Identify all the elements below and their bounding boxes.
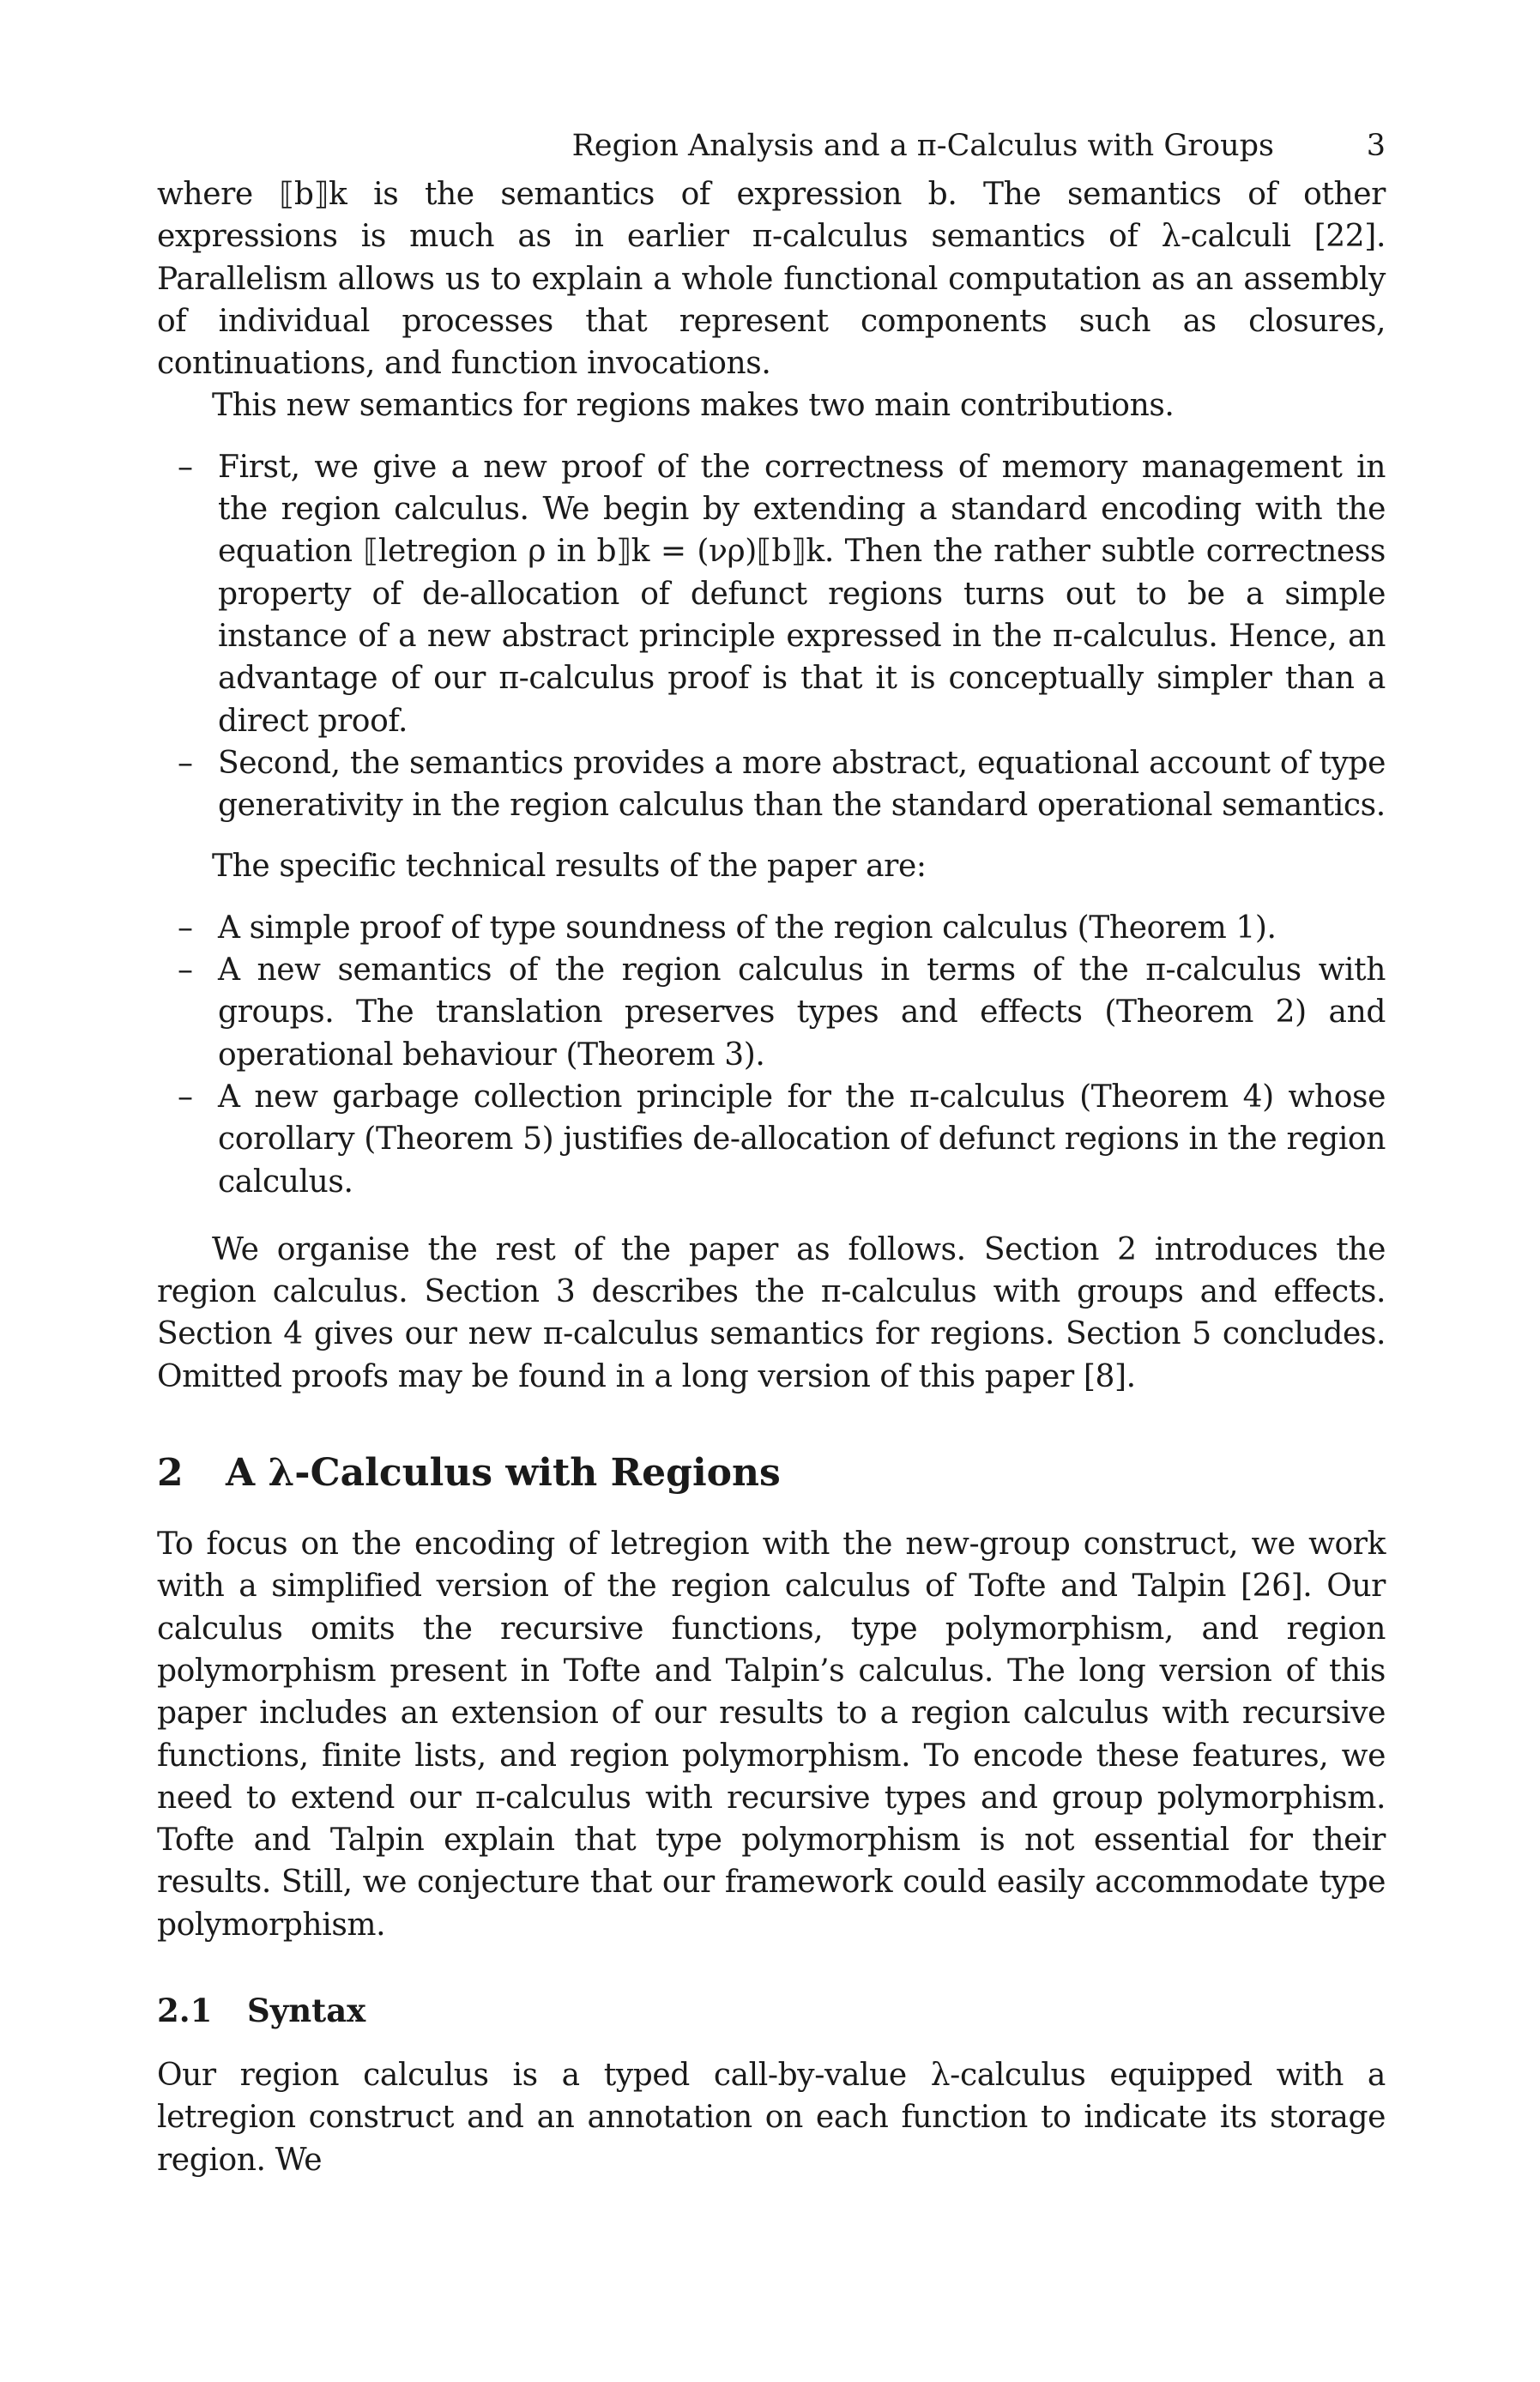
contribution-2-text: Second, the semantics provides a more abstract, equational account of type generativity in the region calculus than the standard operational semantics.	[218, 745, 1386, 824]
result-3-text: A new garbage collection principle for the π-calculus (Theorem 4) whose corollary (Theorem 5) justifies de-allocation of defunct regions in the region calculus.	[218, 1079, 1386, 1200]
section-2-1-title: Syntax	[247, 1991, 366, 2029]
page-number: 3	[1366, 129, 1386, 163]
section-2-heading	[157, 1448, 1386, 1499]
intro-paragraph-1: where ⟦b⟧k is the semantics of expression b. The semantics of other expressions is much as in earlier π-calculus semantics of λ-calculi [22]. Parallelism allows us to explain a whole functional computation as an assembly of individual processes that represent components such as closures, continuations, and function invocations.	[157, 177, 1386, 382]
list-item: – Second, the semantics provides a more abstract, equational account of type generativity in the region calculus than the standard operational semantics.	[178, 745, 1386, 824]
result-2-text: A new semantics of the region calculus in terms of the π-calculus with groups. The translation preserves types and effects (Theorem 2) and operational behaviour (Theorem 3).	[218, 952, 1386, 1073]
list-item: – First, we give a new proof of the correctness of memory management in the region calculus. We begin by extending a standard encoding with the equation ⟦letregion ρ in b⟧k = (νρ)⟦b⟧k. Then the rather subtle correctness property of de-allocation of defunct regions turns out to be a simple instance of a new abstract principle expressed in the π-calculus. Hence, an advantage of our π-calculus proof is that it is conceptually simpler than a direct proof.	[178, 449, 1386, 739]
running-header	[157, 129, 1386, 173]
section-2-paragraph-1: To focus on the encoding of letregion with the new-group construct, we work with a simplified version of the region calculus of Tofte and Talpin [26]. Our calculus omits the recursive functions, type polymorphism, and region polymorphism present in Tofte and Talpin’s calculus. The long version of this paper includes an extension of our results to a region calculus with recursive functions, finite lists, and region polymorphism. To encode these features, we need to extend our π-calculus with recursive types and group polymorphism. Tofte and Talpin explain that type polymorphism is not essential for their results. Still, we conjecture that our framework could easily accommodate type polymorphism.	[157, 1527, 1386, 1943]
section-2-number: 2	[157, 1451, 184, 1496]
list-item: – A new semantics of the region calculus in terms of the π-calculus with groups. The translation preserves types and effects (Theorem 2) and operational behaviour (Theorem 3).	[178, 952, 1386, 1073]
result-1-text: A simple proof of type soundness of the region calculus (Theorem 1).	[218, 910, 1277, 946]
section-2-title: A λ-Calculus with Regions	[226, 1451, 781, 1496]
contribution-1-text: First, we give a new proof of the correctness of memory management in the region calculus. We begin by extending a standard encoding with the equation ⟦letregion ρ in b⟧k = (νρ)⟦b⟧k. Then the rather subtle correctness property of de-allocation of defunct regions turns out to be a simple instance of a new abstract principle expressed in the π-calculus. Hence, an advantage of our π-calculus proof is that it is conceptually simpler than a direct proof.	[218, 449, 1386, 739]
section-2-1-paragraph-1: Our region calculus is a typed call-by-value λ-calculus equipped with a letregion construct and an annotation on each function to indicate its storage region. We	[157, 2057, 1386, 2178]
running-title: Region Analysis and a π-Calculus with Groups	[571, 129, 1274, 163]
intro-paragraph-4: We organise the rest of the paper as follows. Section 2 introduces the region calculus. Section 3 describes the π-calculus with groups and effects. Section 4 gives our new π-calculus semantics for regions. Section 5 concludes. Omitted proofs may be found in a long version of this paper [8].	[157, 1231, 1386, 1394]
results-list	[157, 907, 1386, 1203]
intro-paragraph-3: The specific technical results of the paper are:	[212, 849, 927, 885]
list-item: – A simple proof of type soundness of the region calculus (Theorem 1).	[178, 910, 1277, 946]
paper-page	[157, 129, 1386, 2181]
intro-paragraph-2: This new semantics for regions makes two main contributions.	[212, 388, 1175, 424]
list-item: – A new garbage collection principle for the π-calculus (Theorem 4) whose corollary (Theorem 5) justifies de-allocation of defunct regions in the region calculus.	[178, 1079, 1386, 1200]
section-2-1-heading	[157, 1989, 1386, 2032]
section-2-1-number: 2.1	[157, 1991, 213, 2029]
contributions-list	[157, 446, 1386, 827]
